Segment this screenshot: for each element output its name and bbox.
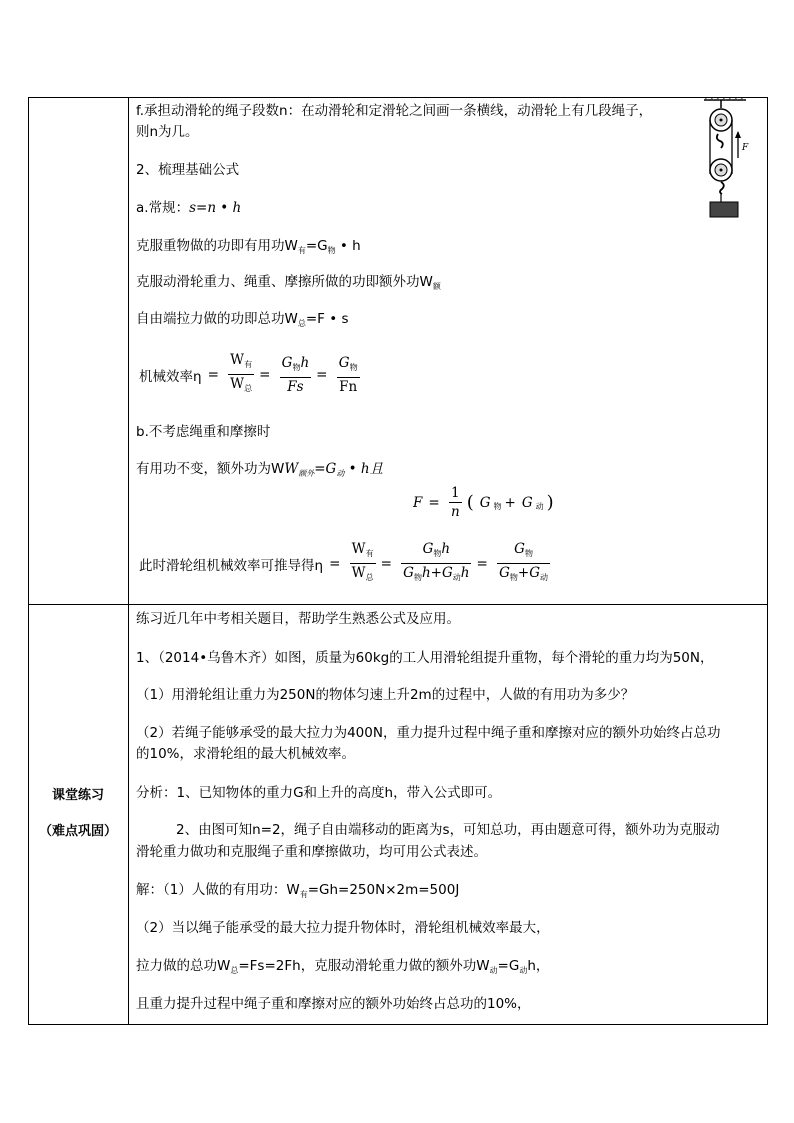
solution-3-c: =G: [497, 958, 520, 974]
b-sub-1: 额外: [298, 469, 315, 478]
row-divider: [28, 604, 768, 605]
question-1b-line-2: 的10%，求滑轮组的最大机械效率。: [136, 746, 356, 762]
sub-dong: 动: [540, 573, 548, 582]
eq-sign: =: [207, 366, 219, 383]
g-symbol: G: [514, 541, 525, 557]
solution-1-sub: 有: [299, 890, 308, 899]
solution-3-a: 拉力做的总功W: [136, 958, 231, 974]
derive-label: 此时滑轮组机械效率可推导得η: [139, 557, 324, 574]
analysis-2-line-2: 滑轮重力做功和克服绳子重和摩擦做功，均可用公式表述。: [136, 844, 487, 860]
sub-dong: 动: [452, 573, 461, 582]
sub-zong: 总: [244, 384, 253, 393]
useful-sub: 有: [297, 246, 306, 255]
extra-work-text: 克服动滑轮重力、绳重、摩擦所做的功即额外功W: [136, 274, 433, 290]
solution-3-sub-3: 动: [519, 966, 528, 975]
analysis-1: 分析：1、已知物体的重力G和上升的高度h，带入公式即可。: [136, 785, 502, 801]
sub-wu: 物: [413, 573, 422, 582]
section-2-heading: 2、梳理基础公式: [136, 162, 240, 178]
solution-2: （2）当以绳子能承受的最大拉力提升物体时，滑轮组机械效率最大，: [136, 920, 550, 936]
total-sub: 总: [297, 319, 306, 328]
eq-sign: =: [316, 366, 328, 383]
useful-work-line: [136, 237, 361, 260]
solution-3-b: =Fs=2Fh，克服动滑轮重力做的额外功W: [238, 958, 490, 974]
f-line-1: f.承担动滑轮的绳子段数n：在动滑轮和定滑轮之间画一条横线，动滑轮上有几段绳子，: [136, 103, 653, 119]
right-paren: ): [546, 492, 554, 513]
h-symbol: h: [421, 565, 431, 581]
row-label-sub: （难点巩固）: [38, 824, 117, 839]
sub-you: 有: [365, 549, 374, 558]
g-symbol: G: [403, 565, 414, 581]
w-total: W: [230, 376, 245, 392]
g-symbol: G: [441, 565, 453, 581]
solution-3-sub-2: 动: [489, 966, 498, 975]
g-symbol: G: [338, 354, 350, 371]
extra-work-line: [136, 273, 441, 296]
question-1b-line-1: （2）若绳子能够承受的最大拉力为400N，重力提升过程中绳子重和摩擦对应的额外功始终占总功: [136, 725, 721, 741]
useful-end: • h: [335, 238, 361, 254]
formula-a-line: [136, 199, 241, 217]
g-symbol: G: [281, 354, 293, 371]
solution-1: [136, 881, 459, 904]
g-symbol: G: [529, 565, 540, 581]
w-useful: W: [351, 541, 366, 557]
extra-sub: 额: [432, 282, 441, 291]
practice-intro: 练习近几年中考相关题目，帮助学生熟悉公式及应用。: [136, 611, 460, 627]
solution-3-d: h，: [527, 958, 550, 974]
n-symbol: n: [450, 504, 460, 520]
sub-wu: 物: [349, 362, 358, 372]
efficiency-label: 机械效率η: [139, 368, 202, 385]
force-formula: [410, 484, 557, 521]
g-symbol: G: [521, 494, 533, 511]
fraction-1-n: [449, 484, 462, 521]
total-work-line: [136, 310, 349, 333]
w-useful: W: [230, 352, 245, 368]
sub-dong: 动: [535, 502, 544, 511]
sub-zong: 总: [365, 573, 374, 582]
solution-3: [136, 957, 549, 980]
analysis-2-line-1: 2、由图可知n=2，绳子自由端移动的距离为s，可知总功，再由题意可得，额外功为克服动: [176, 822, 720, 838]
b-end: • h且: [344, 461, 384, 477]
eq-sign: =: [428, 494, 440, 511]
b-line-text: 有用功不变，额外功为W: [136, 461, 285, 477]
w-total: W: [351, 565, 366, 581]
formula-a-label: a.常规：: [136, 200, 190, 216]
column-divider: [128, 97, 129, 1025]
fs-symbol: Fs: [287, 378, 304, 395]
sub-wu: 物: [493, 502, 502, 511]
b-sub-2: 动: [336, 469, 345, 478]
plus-sign: +: [504, 494, 516, 511]
pulley-diagram: [700, 98, 750, 220]
one-symbol: 1: [449, 484, 462, 503]
solution-3-sub-1: 总: [230, 966, 239, 975]
solution-1-text: 解：（1）人做的有用功：W: [136, 882, 300, 898]
total-work-text: 自由端拉力做的功即总功W: [136, 311, 298, 327]
plus-sign: +: [430, 565, 442, 581]
plus-sign: +: [517, 565, 530, 581]
f-line-2: 则n为几。: [136, 124, 199, 140]
fn-symbol: Fn: [339, 378, 358, 395]
g-symbol: G: [499, 565, 510, 581]
eq-sign: =: [259, 366, 271, 383]
useful-eq: =G: [305, 238, 328, 254]
formula-a: s=n • h: [189, 200, 242, 216]
h-symbol: h: [300, 354, 310, 371]
question-1a: （1）用滑轮组让重力为250N的物体匀速上升2m的过程中，人做的有用功为多少？: [136, 687, 635, 703]
g-symbol: G: [479, 494, 491, 511]
sub-you: 有: [244, 360, 253, 369]
g-symbol: G: [422, 541, 434, 557]
derived-efficiency: [136, 540, 552, 587]
force-label: F: [742, 143, 749, 153]
sub-wu: 物: [509, 573, 518, 582]
fraction-g-fn: [337, 354, 360, 396]
eq-sign: =: [329, 555, 341, 572]
eq-sign: =: [380, 555, 392, 572]
sub-wu: 物: [524, 549, 533, 558]
row-label-practice: 课堂练习: [51, 788, 104, 803]
sub-wu: 物: [292, 362, 301, 372]
w-symbol: W: [284, 461, 299, 477]
total-eq: =F • s: [305, 311, 349, 327]
solution-1-end: =Gh=250N×2m=500J: [307, 882, 460, 898]
sub-wu: 物: [433, 549, 442, 558]
efficiency-formula: [136, 351, 362, 398]
useful-sub-2: 物: [327, 246, 336, 255]
solution-4: 且重力提升过程中绳子重和摩擦对应的额外功始终占总功的10%，: [136, 996, 531, 1012]
useful-work-text: 克服重物做的功即有用功W: [136, 238, 298, 254]
fraction-gh-sum: [401, 540, 471, 587]
b-line: [136, 460, 383, 483]
b-label: b.不考虑绳重和摩擦时: [136, 424, 271, 440]
fraction-w-2: [350, 540, 376, 587]
fraction-g-sum: [497, 540, 550, 587]
h-symbol: h: [460, 565, 470, 581]
left-paren: (: [466, 492, 474, 513]
b-eq: =G: [314, 461, 337, 477]
fraction-w: [228, 351, 254, 398]
h-symbol: h: [441, 541, 451, 557]
fraction-gh-fs: [280, 354, 312, 396]
f-symbol: F: [413, 494, 423, 511]
question-1: 1、（2014•乌鲁木齐）如图，质量为60kg的工人用滑轮组提升重物，每个滑轮的重力均为50N，: [136, 650, 714, 666]
eq-sign: =: [476, 555, 488, 572]
